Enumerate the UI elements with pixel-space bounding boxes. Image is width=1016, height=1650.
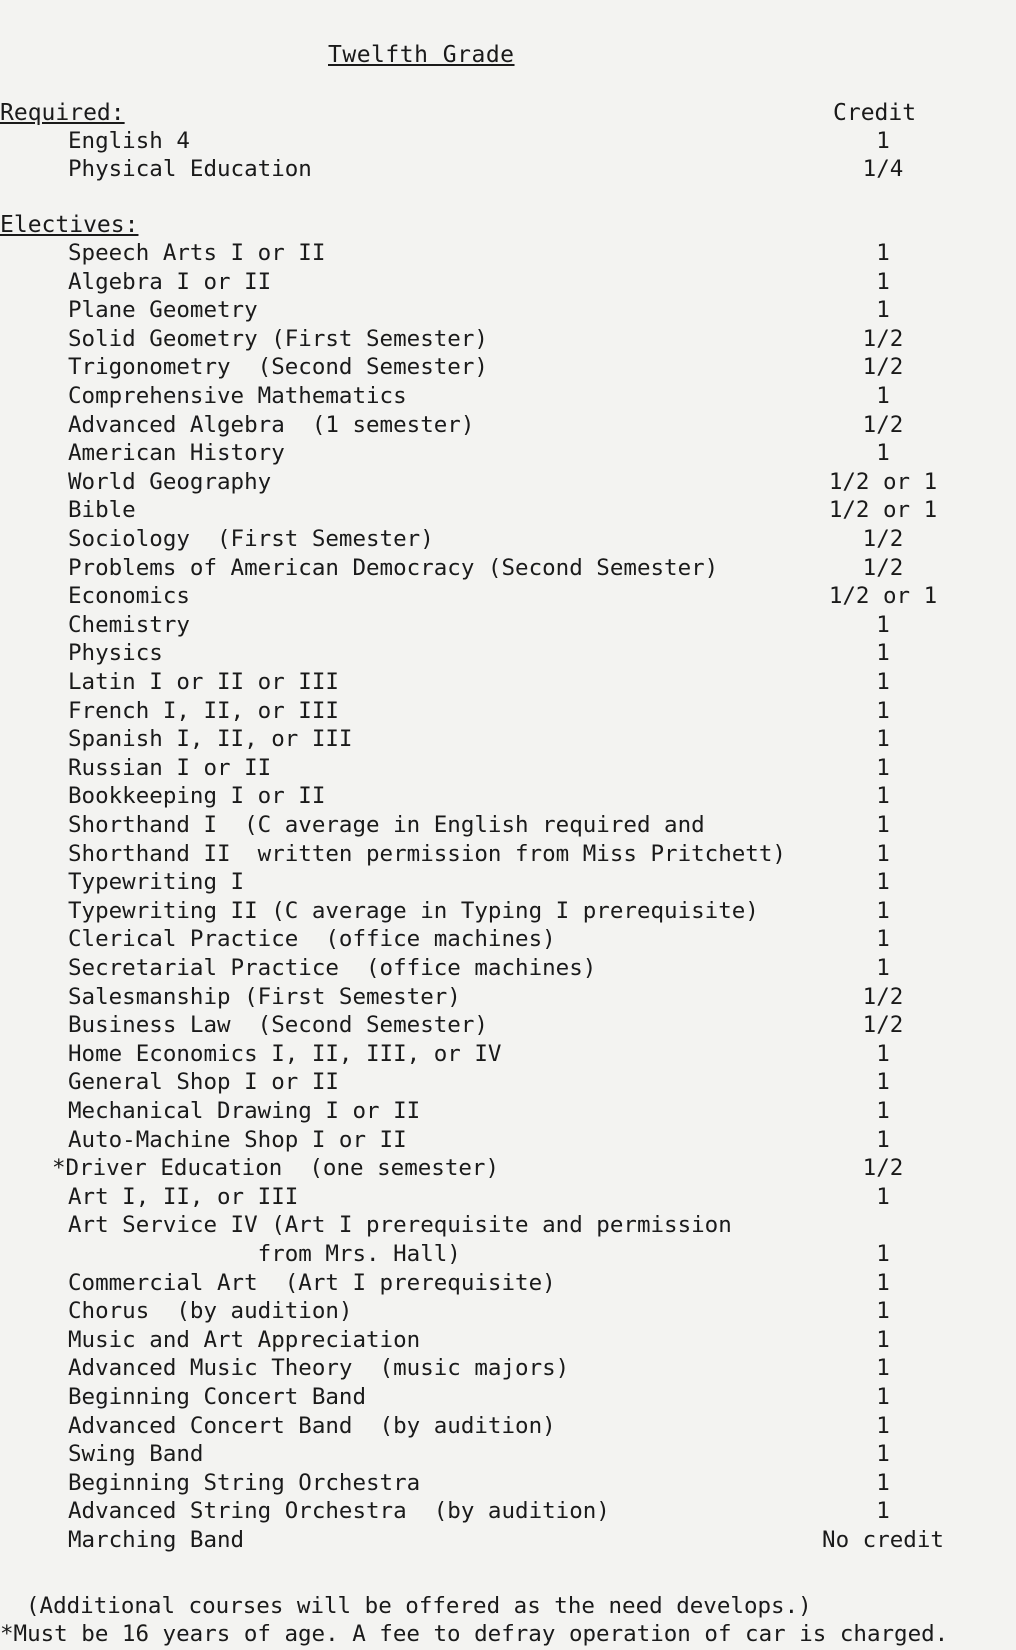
course-credit: 1: [876, 1498, 890, 1525]
course-row: [0, 812, 1016, 840]
course-row: [0, 1012, 1016, 1040]
course-name: French I, II, or III: [68, 697, 339, 724]
course-credit: 1: [876, 1183, 890, 1210]
course-credit: 1: [876, 697, 890, 724]
course-row: [0, 640, 1016, 668]
course-name: Russian I or II: [68, 754, 272, 781]
course-row: [0, 583, 1016, 611]
course-name: Business Law (Second Semester): [68, 1012, 488, 1039]
course-credit: 1: [876, 611, 890, 638]
course-name: Economics: [68, 583, 190, 610]
course-credit: 1: [876, 240, 890, 266]
course-name: Clerical Practice (office machines): [68, 926, 556, 953]
course-credit: 1: [876, 1098, 890, 1124]
course-credit: 1/2: [862, 354, 904, 381]
course-name: General Shop I or II: [68, 1069, 339, 1096]
course-credit: 1: [876, 812, 890, 838]
course-row: [0, 1355, 1016, 1383]
course-row: [0, 1069, 1016, 1097]
course-row: [0, 783, 1016, 811]
course-credit: 1: [876, 128, 890, 154]
course-name: Comprehensive Mathematics: [68, 383, 407, 409]
course-credit: 1/2 or 1: [828, 583, 938, 610]
course-row: [0, 412, 1016, 440]
course-credit: 1: [876, 1469, 890, 1496]
course-row: [0, 898, 1016, 926]
course-credit: 1/2: [862, 1012, 904, 1039]
credit-column-header: Credit: [833, 100, 917, 126]
course-row: [0, 383, 1016, 411]
course-name: from Mrs. Hall): [68, 1241, 461, 1267]
course-credit: 1: [876, 1069, 890, 1096]
course-credit: 1: [876, 1298, 890, 1325]
course-name: Spanish I, II, or III: [68, 726, 353, 753]
course-row: [0, 269, 1016, 297]
required-heading: Required:: [0, 100, 125, 126]
course-credit: 1: [876, 268, 890, 295]
course-credit: 1: [876, 1040, 890, 1067]
course-name: World Geography: [68, 468, 272, 495]
course-name: Advanced Concert Band (by audition): [68, 1412, 556, 1439]
course-row: [0, 555, 1016, 583]
course-name: Trigonometry (Second Semester): [68, 354, 488, 381]
course-name: Home Economics I, II, III, or IV: [68, 1040, 502, 1067]
course-row: [0, 526, 1016, 554]
course-credit: 1: [876, 754, 890, 781]
course-row: [0, 326, 1016, 354]
course-row: [0, 1127, 1016, 1155]
course-name: American History: [68, 440, 285, 467]
course-row: [0, 612, 1016, 640]
course-credit: 1/2: [862, 325, 904, 352]
course-row: [0, 926, 1016, 954]
course-row: [0, 869, 1016, 897]
course-credit: 1/2 or 1: [828, 497, 938, 524]
course-credit: 1/2: [862, 554, 904, 581]
course-row: [0, 726, 1016, 754]
course-credit: 1: [876, 1384, 890, 1410]
course-row: [0, 1441, 1016, 1469]
electives-heading: Electives:: [0, 212, 139, 238]
course-credit: 1/2: [862, 983, 904, 1010]
course-row: [0, 156, 1016, 184]
course-name: Plane Geometry: [68, 297, 258, 324]
course-name: Marching Band: [68, 1527, 245, 1553]
course-credit: 1/2: [862, 1155, 904, 1182]
course-name: Art Service IV (Art I prerequisite and permission: [68, 1212, 732, 1239]
course-row: [0, 984, 1016, 1012]
course-row: [0, 955, 1016, 983]
course-credit: 1: [876, 897, 890, 924]
course-name: Music and Art Appreciation: [68, 1326, 421, 1353]
course-name: Beginning Concert Band: [68, 1384, 367, 1410]
course-name: Physics: [68, 640, 163, 667]
course-name: Chorus (by audition): [68, 1298, 353, 1325]
course-credit: 1: [876, 726, 890, 753]
course-name: Chemistry: [68, 611, 190, 638]
driver-education-footnote: *Must be 16 years of age. A fee to defray operation of car is charged.: [0, 1621, 949, 1647]
course-name: Swing Band: [68, 1441, 204, 1468]
course-row: [0, 240, 1016, 268]
course-row: [0, 1098, 1016, 1126]
course-row: [0, 669, 1016, 697]
course-row: [0, 1384, 1016, 1412]
course-credit: 1: [876, 1241, 890, 1267]
course-name: English 4: [68, 128, 190, 154]
course-name: Art I, II, or III: [68, 1183, 299, 1210]
course-credit: 1: [876, 783, 890, 810]
course-credit: 1/4: [862, 156, 904, 182]
course-name: Typewriting I: [68, 869, 245, 896]
course-row: [0, 1327, 1016, 1355]
course-row: [0, 497, 1016, 525]
course-name: Problems of American Democracy (Second Semester): [68, 554, 719, 581]
course-credit: 1: [876, 1412, 890, 1439]
course-credit: 1: [876, 640, 890, 667]
course-row: [0, 1241, 1016, 1269]
course-row: [0, 755, 1016, 783]
course-name: Physical Education: [68, 156, 312, 182]
course-credit: 1/2: [862, 526, 904, 552]
course-credit: 1: [876, 1126, 890, 1153]
course-name: Advanced Algebra (1 semester): [68, 411, 475, 438]
course-credit: 1: [876, 297, 890, 324]
course-name: Mechanical Drawing I or II: [68, 1098, 421, 1124]
course-row: [0, 698, 1016, 726]
course-name: Secretarial Practice (office machines): [68, 955, 597, 981]
course-credit: 1: [876, 926, 890, 953]
course-row: [0, 1527, 1016, 1555]
course-name: Beginning String Orchestra: [68, 1469, 421, 1496]
course-name: Shorthand II written permission from Miss Pritchett): [68, 840, 786, 867]
course-name: Commercial Art (Art I prerequisite): [68, 1269, 556, 1296]
course-row: [0, 297, 1016, 325]
course-row: [0, 1298, 1016, 1326]
course-credit: 1: [876, 869, 890, 896]
course-credit: 1/2 or 1: [828, 468, 938, 495]
course-row: [0, 469, 1016, 497]
course-credit: No credit: [822, 1527, 944, 1553]
course-row: [0, 1498, 1016, 1526]
course-credit: 1: [876, 955, 890, 981]
course-name: Auto-Machine Shop I or II: [68, 1126, 407, 1153]
course-row: [0, 1155, 1016, 1183]
course-credit: 1: [876, 383, 890, 409]
additional-courses-note: (Additional courses will be offered as the need develops.): [26, 1593, 812, 1619]
course-credit: 1: [876, 669, 890, 695]
course-credit: 1/2: [862, 411, 904, 438]
course-row: [0, 1184, 1016, 1212]
course-row: [0, 1041, 1016, 1069]
course-name: Salesmanship (First Semester): [68, 983, 461, 1010]
course-name: Algebra I or II: [68, 268, 272, 295]
course-row: [0, 1413, 1016, 1441]
course-credit: 1: [876, 1355, 890, 1382]
course-credit: 1: [876, 1269, 890, 1296]
course-name: Typewriting II (C average in Typing I prerequisite): [68, 897, 759, 924]
course-name: Shorthand I (C average in English required and: [68, 812, 705, 838]
course-row: [0, 440, 1016, 468]
course-credit: 1: [876, 1441, 890, 1468]
course-name: Advanced String Orchestra (by audition): [68, 1498, 610, 1525]
course-row: [0, 1270, 1016, 1298]
course-row: [0, 1470, 1016, 1498]
course-name: Solid Geometry (First Semester): [68, 325, 488, 352]
course-name: Sociology (First Semester): [68, 526, 434, 552]
course-name: *Driver Education (one semester): [52, 1155, 500, 1182]
course-credit: 1: [876, 840, 890, 867]
course-row: [0, 128, 1016, 156]
course-row: [0, 841, 1016, 869]
course-name: Latin I or II or III: [68, 669, 339, 695]
course-credit: 1: [876, 440, 890, 467]
page-title: Twelfth Grade: [328, 42, 515, 68]
course-row: [0, 1212, 1016, 1240]
course-name: Bookkeeping I or II: [68, 783, 326, 810]
course-name: Advanced Music Theory (music majors): [68, 1355, 570, 1382]
course-row: [0, 354, 1016, 382]
course-credit: 1: [876, 1326, 890, 1353]
course-name: Bible: [68, 497, 136, 524]
course-name: Speech Arts I or II: [68, 240, 326, 266]
